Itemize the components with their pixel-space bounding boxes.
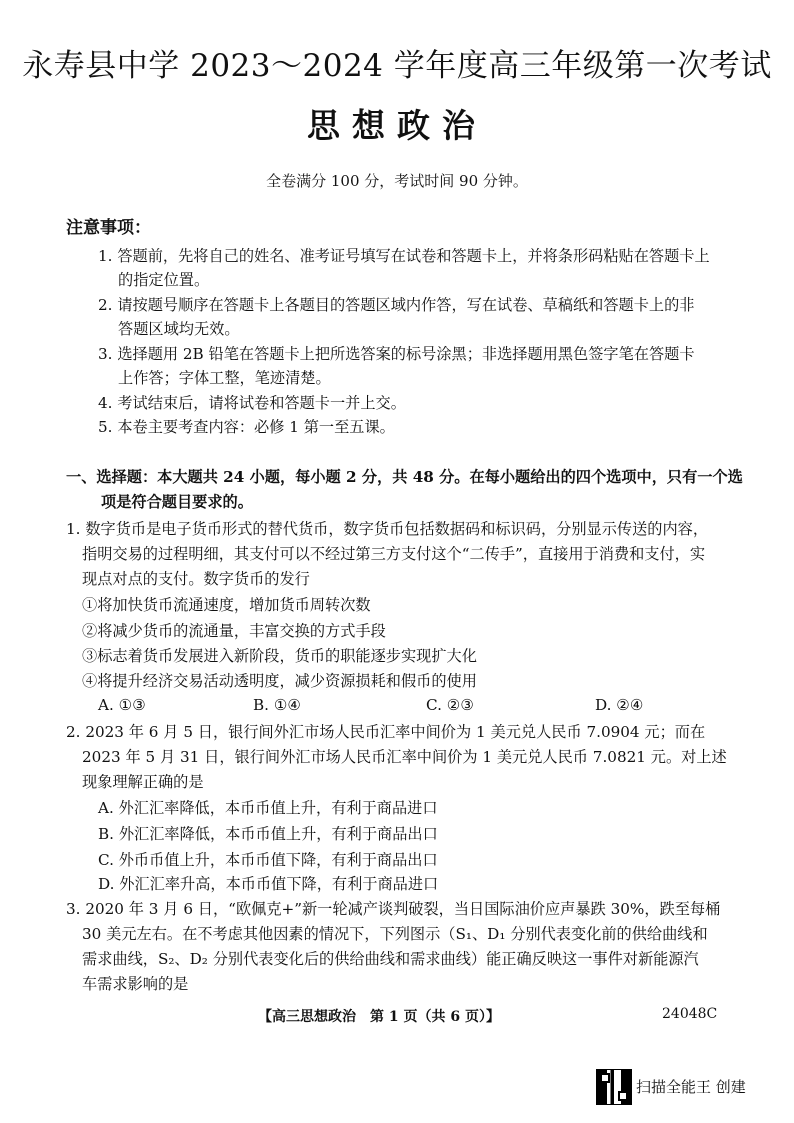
q1-option-d: D. ②④ [595,696,644,714]
notice-heading: 注意事项： [66,218,151,238]
q1-item: ②将减少货币的流通量，丰富交换的方式手段 [82,622,386,640]
exam-meta: 全卷满分 100 分，考试时间 90 分钟。 [266,172,528,190]
q2-stem-line: 2. 2023 年 6 月 5 日，银行间外汇市场人民币汇率中间价为 1 美元兑人民币 7.0904 元；而在 [66,723,706,741]
q1-option-c: C. ②③ [426,696,474,714]
q1-stem-line: 指明交易的过程明细，其支付可以不经过第三方支付这个“二传手”，直接用于消费和支付，实 [82,545,706,563]
q2-option-a: A. 外汇汇率降低，本币币值上升，有利于商品进口 [98,799,438,817]
q2-stem-line: 2023 年 5 月 31 日，银行间外汇市场人民币汇率中间价为 1 美元兑人民币 7.0821 元。对上述 [82,748,727,766]
q2-option-c: C. 外币币值上升，本币币值下降，有利于商品出口 [98,851,438,869]
q1-stem-line: 1. 数字货币是电子货币形式的替代货币，数字货币包括数据码和标识码，分别显示传送的内容， [66,520,709,538]
q3-stem-line: 30 美元左右。在不考虑其他因素的情况下，下列图示（S₁、D₁ 分别代表变化前的供给曲线和 [82,925,708,943]
notice-line: 3. 选择题用 2B 铅笔在答题卡上把所选答案的标号涂黑；非选择题用黑色签字笔在答题卡 [98,345,695,363]
qr-code-icon [596,1069,632,1105]
subject-title: 思想政治 [307,106,487,145]
scanner-watermark: 扫描全能王 创建 [636,1078,746,1096]
q1-item: ④将提升经济交易活动透明度，减少资源损耗和假币的使用 [82,672,477,690]
q1-option-b: B. ①④ [253,696,302,714]
q3-stem-line: 需求曲线，S₂、D₂ 分别代表变化后的供给曲线和需求曲线）能正确反映这一事件对新能源汽 [82,950,699,968]
paper-code: 24048C [662,1006,718,1022]
notice-line: 2. 请按题号顺序在答题卡上各题目的答题区域内作答，写在试卷、草稿纸和答题卡上的非 [98,296,695,314]
notice-line: 1. 答题前，先将自己的姓名、准考证号填写在试卷和答题卡上，并将条形码粘贴在答题卡上 [98,247,710,265]
page-footer: 【高三思想政治 第 1 页（共 6 页）】 [258,1009,500,1025]
notice-line: 5. 本卷主要考查内容：必修 1 第一至五课。 [98,418,395,436]
notice-line: 4. 考试结束后，请将试卷和答题卡一并上交。 [98,394,406,412]
q2-stem-line: 现象理解正确的是 [82,773,204,791]
section-heading: 一、选择题：本大题共 24 小题，每小题 2 分，共 48 分。在每小题给出的四个选项中，只有一个选 [66,468,743,486]
q1-option-a: A. ①③ [98,696,146,714]
q3-stem-line: 3. 2020 年 3 月 6 日，“欧佩克+”新一轮减产谈判破裂，当日国际油价应声暴跌 30%，跌至每桶 [66,900,721,918]
q1-item: ③标志着货币发展进入新阶段，货币的职能逐步实现扩大化 [82,647,477,665]
q1-item: ①将加快货币流通速度，增加货币周转次数 [82,596,371,614]
q2-option-d: D. 外汇汇率升高，本币币值下降，有利于商品进口 [98,875,439,893]
exam-title: 永寿县中学 2023～2024 学年度高三年级第一次考试 [22,48,772,84]
notice-line: 答题区域均无效。 [118,320,240,338]
notice-line: 上作答；字体工整，笔迹清楚。 [118,369,331,387]
section-heading-cont: 项是符合题目要求的。 [101,493,253,511]
q2-option-b: B. 外汇汇率降低，本币币值上升，有利于商品出口 [98,825,438,843]
notice-line: 的指定位置。 [118,271,210,289]
q1-stem-line: 现点对点的支付。数字货币的发行 [82,570,310,588]
q3-stem-line: 车需求影响的是 [82,975,189,993]
